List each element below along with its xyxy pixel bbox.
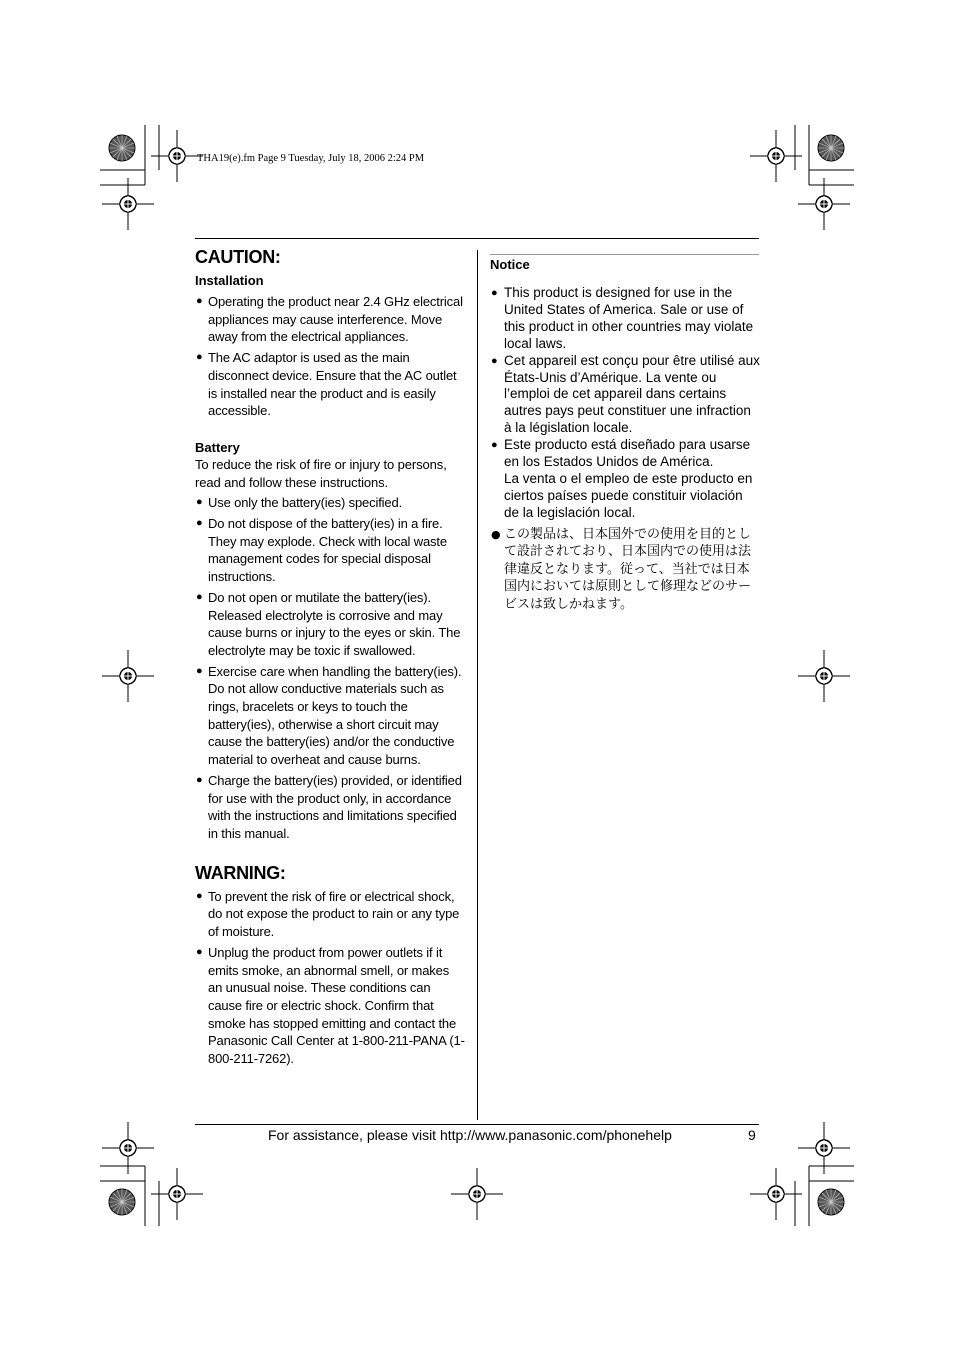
installation-title: Installation [195, 273, 264, 288]
bullet-icon: ● [196, 351, 203, 364]
list-item: ● Exercise care when handling the battery(ies). Do not allow conductive materials such as rings, bracelets or keys to touch the battery(ies), otherwise a short circuit may cause the battery(ies) and/or the conductive material to overheat and cause burns. [196, 663, 462, 768]
battery-title: Battery [195, 439, 240, 455]
bullet-icon: ● [491, 354, 498, 367]
notice-list [490, 285, 760, 613]
list-item: ● Do not dispose of the battery(ies) in a fire. They may explode. Check with local waste management codes for special disposal instructions. [196, 516, 447, 585]
bullet-icon: ● [196, 889, 203, 902]
bullet-icon: ● [196, 295, 203, 307]
left-column [195, 246, 465, 1071]
bullet-icon: ● [196, 664, 203, 677]
column-divider [477, 250, 478, 1120]
list-item: ● Do not open or mutilate the battery(ies). Released electrolyte is corrosive and may cause burns or injury to the eyes or skin. The electrolyte may be toxic if swallowed. [196, 589, 461, 658]
bullet-icon: ● [196, 496, 203, 509]
bullet-icon: ● [196, 590, 203, 603]
footer-rule [195, 1124, 759, 1125]
top-rule [195, 238, 759, 239]
right-column [490, 256, 760, 613]
notice-title: Notice [490, 257, 530, 272]
list-item: ● Operating the product near 2.4 GHz electrical appliances may cause interference. Move away from the electrical appliances. [196, 294, 463, 345]
list-item: ● The AC adaptor is used as the main disconnect device. Ensure that the AC outlet is installed near the product and is easily accessible. [196, 350, 457, 419]
list-item: ● Charge the battery(ies) provided, or identified for use with the product only, in accordance with the instructions and limitations specified in this manual. [196, 772, 462, 841]
footer-assistance: For assistance, please visit http://www.panasonic.com/phonehelp [268, 1127, 672, 1143]
bullet-icon: ● [491, 439, 498, 452]
list-item: ● Use only the battery(ies) specified. [196, 495, 403, 511]
bullet-icon: ● [491, 527, 501, 541]
page-number: 9 [748, 1127, 756, 1143]
bullet-icon: ● [491, 287, 498, 299]
list-item: ● This product is designed for use in the United States of America. Sale or use of this product in other countries may violate local laws. [491, 285, 754, 351]
battery-intro: To reduce the risk of fire or injury to persons, read and follow these instructions. [195, 456, 447, 490]
bullet-icon: ● [196, 945, 203, 958]
warning-heading: WARNING: [195, 862, 286, 883]
printer-header: THA19(e).fm Page 9 Tuesday, July 18, 2006 2:24 PM [197, 153, 425, 164]
bullet-icon: ● [196, 517, 203, 530]
list-item: ● Este producto está diseñado para usarse en los Estados Unidos de América. La venta o el empleo de este producto en ciertos países puede constituir violación de la legislación local. [491, 437, 753, 520]
notice-top-rule [490, 254, 759, 255]
list-item: ● To prevent the risk of fire or electrical shock, do not expose the product to rain or any type of moisture. [196, 888, 460, 940]
caution-heading: CAUTION: [195, 247, 281, 267]
list-item: ● Cet appareil est conçu pour être utilisé aux États-Unis d’Amérique. La vente ou l’emploi de cet appareil dans certains autres pays peut constituer une infraction à la législation locale. [491, 352, 760, 436]
list-item: ● Unplug the product from power outlets if it emits smoke, an abnormal smell, or makes an unusual noise. These conditions can cause fire or electric shock. Confirm that smoke has stopped emitting and contact the Panasonic Call Center at 1-800-211-PANA (1-800-211-7262). [196, 944, 465, 1067]
warning-list [195, 888, 465, 1068]
installation-list [195, 293, 465, 420]
list-item: ● この製品は、日本国外での使用を目的として設計されており、日本国内での使用は法律違反となります。従って、当社では日本国内においては原則として修理などのサービスは致しかねます。 [491, 526, 752, 612]
battery-list [195, 494, 465, 842]
bullet-icon: ● [196, 773, 203, 786]
